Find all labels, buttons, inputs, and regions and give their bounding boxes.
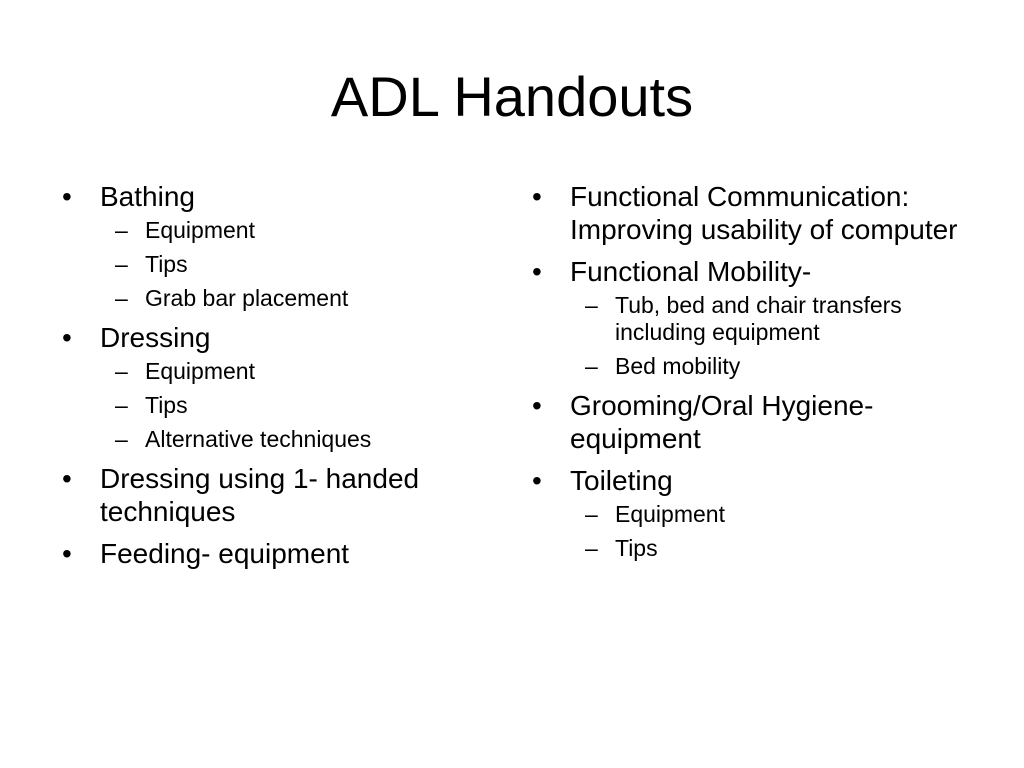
list-item — [60, 321, 500, 453]
bullet-icon: • — [532, 390, 542, 421]
right-column — [530, 180, 960, 571]
list-item-label: Dressing using 1- handed techniques — [100, 463, 420, 527]
sub-list-item-label: Bed mobility — [615, 353, 741, 379]
list-item — [60, 537, 500, 570]
sub-list-item-label: Equipment — [145, 217, 255, 243]
bullet-icon: • — [62, 463, 72, 494]
bullet-icon: • — [62, 322, 72, 353]
bullet-list-right — [530, 180, 960, 562]
sub-list-item — [100, 251, 500, 278]
sub-list-item-label: Tips — [145, 392, 188, 418]
dash-icon: – — [115, 358, 128, 384]
bullet-icon: • — [532, 181, 542, 212]
sub-list-item-label: Alternative techniques — [145, 426, 372, 452]
list-item — [60, 462, 500, 528]
sub-list-item-label: Tub, bed and chair transfers including equipment — [615, 292, 902, 345]
sub-list — [100, 217, 500, 312]
bullet-list-left — [60, 180, 500, 570]
dash-icon: – — [115, 426, 128, 452]
dash-icon: – — [585, 535, 598, 561]
sub-list-item — [570, 501, 960, 528]
list-item-label: Grooming/Oral Hygiene- equipment — [570, 390, 874, 454]
bullet-icon: • — [532, 256, 542, 287]
dash-icon: – — [585, 292, 598, 318]
dash-icon: – — [115, 392, 128, 418]
sub-list — [570, 501, 960, 562]
dash-icon: – — [115, 217, 128, 243]
list-item — [530, 464, 960, 562]
sub-list-item — [100, 217, 500, 244]
left-column — [60, 180, 500, 579]
dash-icon: – — [115, 251, 128, 277]
list-item-label: Toileting — [570, 465, 673, 496]
sub-list-item-label: Grab bar placement — [145, 285, 349, 311]
list-item — [530, 255, 960, 380]
sub-list-item-label: Tips — [145, 251, 188, 277]
bullet-icon: • — [62, 181, 72, 212]
bullet-icon: • — [62, 538, 72, 569]
sub-list — [100, 358, 500, 453]
list-item — [530, 389, 960, 455]
sub-list-item — [570, 292, 960, 346]
list-item — [60, 180, 500, 312]
sub-list-item-label: Equipment — [145, 358, 255, 384]
sub-list-item — [100, 285, 500, 312]
slide-title: ADL Handouts — [330, 65, 694, 128]
list-item-label: Functional Communication: Improving usability of computer — [570, 181, 958, 245]
sub-list-item-label: Tips — [615, 535, 658, 561]
sub-list-item — [100, 392, 500, 419]
sub-list-item-label: Equipment — [615, 501, 725, 527]
sub-list-item — [570, 353, 960, 380]
sub-list-item — [570, 535, 960, 562]
list-item — [530, 180, 960, 246]
dash-icon: – — [115, 285, 128, 311]
bullet-icon: • — [532, 465, 542, 496]
sub-list — [570, 292, 960, 380]
list-item-label: Functional Mobility- — [570, 256, 812, 287]
sub-list-item — [100, 358, 500, 385]
list-item-label: Dressing — [100, 322, 211, 353]
dash-icon: – — [585, 353, 598, 379]
sub-list-item — [100, 426, 500, 453]
list-item-label: Bathing — [100, 181, 195, 212]
list-item-label: Feeding- equipment — [100, 538, 350, 569]
dash-icon: – — [585, 501, 598, 527]
